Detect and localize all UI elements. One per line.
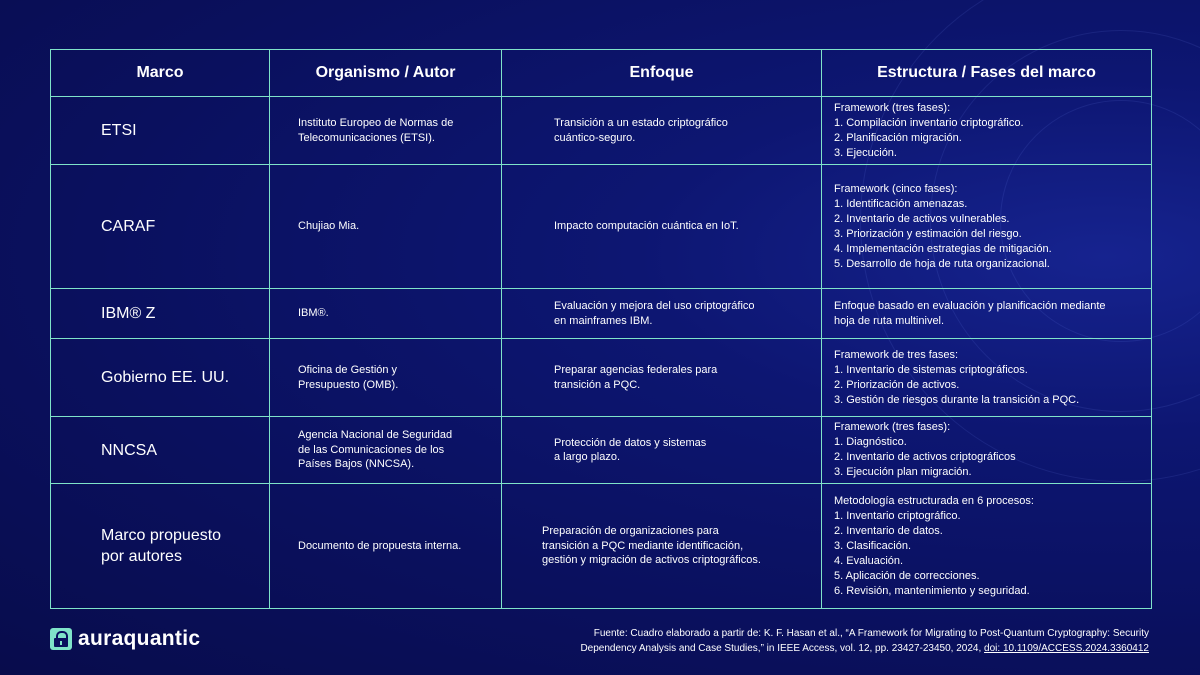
cell-estructura — [822, 289, 1152, 339]
list-item: 1. Inventario criptográfico. — [834, 509, 961, 522]
table-row — [51, 417, 1152, 484]
doi-link[interactable]: doi: 10.1109/ACCESS.2024.3360412 — [984, 642, 1149, 654]
cell-enfoque — [502, 339, 822, 417]
marco-label: NNCSA — [101, 441, 158, 459]
logo-text: auraquantic — [78, 627, 201, 650]
list-item: 3. Ejecución. — [834, 146, 897, 159]
cell-marco — [51, 417, 270, 484]
marco-label: Marco propuesto por autores — [101, 527, 222, 565]
list-item: 2. Priorización de activos. — [834, 378, 960, 391]
list-item: 2. Inventario de datos. — [834, 524, 943, 537]
estructura-list — [834, 348, 1141, 408]
list-item: 1. Diagnóstico. — [834, 436, 907, 448]
cell-enfoque — [502, 165, 822, 289]
list-item: 1. Compilación inventario criptográfico. — [834, 116, 1024, 129]
cell-estructura — [822, 165, 1152, 289]
cell-enfoque — [502, 97, 822, 165]
cell-organismo — [270, 97, 502, 165]
source-line-2-text: Dependency Analysis and Case Studies,” in IEEE Access, vol. 12, pp. 23427-23450, 2024, — [580, 642, 982, 654]
estructura-list — [834, 420, 1141, 480]
estructura-list — [834, 494, 1141, 599]
cell-marco — [51, 289, 270, 339]
cell-estructura — [822, 97, 1152, 165]
marco-label: Gobierno EE. UU. — [101, 369, 230, 386]
list-item: 3. Gestión de riesgos durante la transición a PQC. — [834, 393, 1080, 406]
organismo-text: Chujiao Mia. — [298, 220, 360, 233]
list-item: 3. Priorización y estimación del riesgo. — [834, 227, 1022, 240]
cell-organismo — [270, 484, 502, 609]
organismo-text: Oficina de Gestión y Presupuesto (OMB). — [298, 364, 399, 391]
list-item: Metodología estructurada en 6 procesos: — [834, 494, 1034, 507]
cell-organismo — [270, 165, 502, 289]
table-header-row — [51, 50, 1152, 97]
organismo-text: Instituto Europeo de Normas de Telecomunicaciones (ETSI). — [298, 117, 454, 144]
header-enfoque: Enfoque — [502, 50, 822, 97]
frameworks-table — [50, 49, 1152, 609]
estructura-list — [834, 182, 1141, 272]
cell-estructura — [822, 339, 1152, 417]
cell-enfoque — [502, 484, 822, 609]
organismo-text: Agencia Nacional de Seguridad de las Comunicaciones de los Países Bajos (NNCSA). — [298, 429, 453, 471]
list-item: 4. Evaluación. — [834, 554, 904, 567]
list-item: 6. Revisión, mantenimiento y seguridad. — [834, 584, 1030, 597]
cell-marco — [51, 97, 270, 165]
cell-marco — [51, 165, 270, 289]
list-item: 1. Identificación amenazas. — [834, 197, 968, 210]
cell-organismo — [270, 417, 502, 484]
cell-enfoque — [502, 289, 822, 339]
estructura-list — [834, 101, 1141, 161]
estructura-list — [834, 299, 1141, 329]
list-item: Framework (cinco fases): — [834, 182, 958, 195]
cell-marco — [51, 339, 270, 417]
list-item: Framework de tres fases: — [834, 348, 959, 361]
marco-label: CARAF — [101, 218, 156, 235]
organismo-text: Documento de propuesta interna. — [298, 539, 462, 552]
table-row — [51, 289, 1152, 339]
header-estructura: Estructura / Fases del marco — [822, 50, 1152, 97]
organismo-text: IBM®. — [298, 307, 329, 320]
enfoque-text: Evaluación y mejora del uso criptográfico en mainframes IBM. — [554, 300, 755, 327]
cell-marco — [51, 484, 270, 609]
list-item: hoja de ruta multinivel. — [834, 314, 945, 327]
enfoque-text: Impacto computación cuántica en IoT. — [554, 220, 739, 233]
list-item: 5. Desarrollo de hoja de ruta organizacional. — [834, 257, 1050, 270]
list-item: 2. Planificación migración. — [834, 131, 962, 144]
marco-label: IBM® Z — [101, 305, 156, 322]
table-row — [51, 484, 1152, 609]
cell-enfoque — [502, 417, 822, 484]
cell-organismo — [270, 289, 502, 339]
cell-organismo — [270, 339, 502, 417]
table-row — [51, 165, 1152, 289]
header-marco: Marco — [51, 50, 270, 97]
source-line-2 — [529, 642, 1149, 657]
list-item: Framework (tres fases): — [834, 101, 951, 114]
list-item: 5. Aplicación de correcciones. — [834, 569, 980, 582]
list-item: 1. Inventario de sistemas criptográficos. — [834, 363, 1028, 376]
cell-estructura — [822, 484, 1152, 609]
enfoque-text: Protección de datos y sistemas a largo plazo. — [554, 436, 707, 463]
source-line-1: Fuente: Cuadro elaborado a partir de: K. F. Hasan et al., “A Framework for Migrating to Post-Quantum Cryptography: Security — [593, 628, 1149, 639]
enfoque-text: Preparación de organizaciones para transición a PQC mediante identificación, gestión y migración de activos criptográficos. — [542, 525, 761, 567]
list-item: Framework (tres fases): — [834, 421, 951, 433]
list-item: 3. Clasificación. — [834, 539, 912, 552]
table-row — [51, 97, 1152, 165]
list-item: Enfoque basado en evaluación y planificación mediante — [834, 299, 1106, 312]
enfoque-text: Preparar agencias federales para transición a PQC. — [554, 364, 718, 391]
header-organismo: Organismo / Autor — [270, 50, 502, 97]
list-item: 3. Ejecución plan migración. — [834, 466, 972, 478]
list-item: 2. Inventario de activos criptográficos — [834, 451, 1016, 463]
source-citation — [529, 627, 1149, 656]
list-item: 4. Implementación estrategias de mitigación. — [834, 242, 1052, 255]
table-row — [51, 339, 1152, 417]
marco-label: ETSI — [101, 122, 137, 139]
enfoque-text: Transición a un estado criptográfico cuántico-seguro. — [554, 117, 728, 144]
lock-icon — [50, 628, 72, 650]
cell-estructura — [822, 417, 1152, 484]
auraquantic-logo — [50, 626, 200, 652]
list-item: 2. Inventario de activos vulnerables. — [834, 212, 1010, 225]
